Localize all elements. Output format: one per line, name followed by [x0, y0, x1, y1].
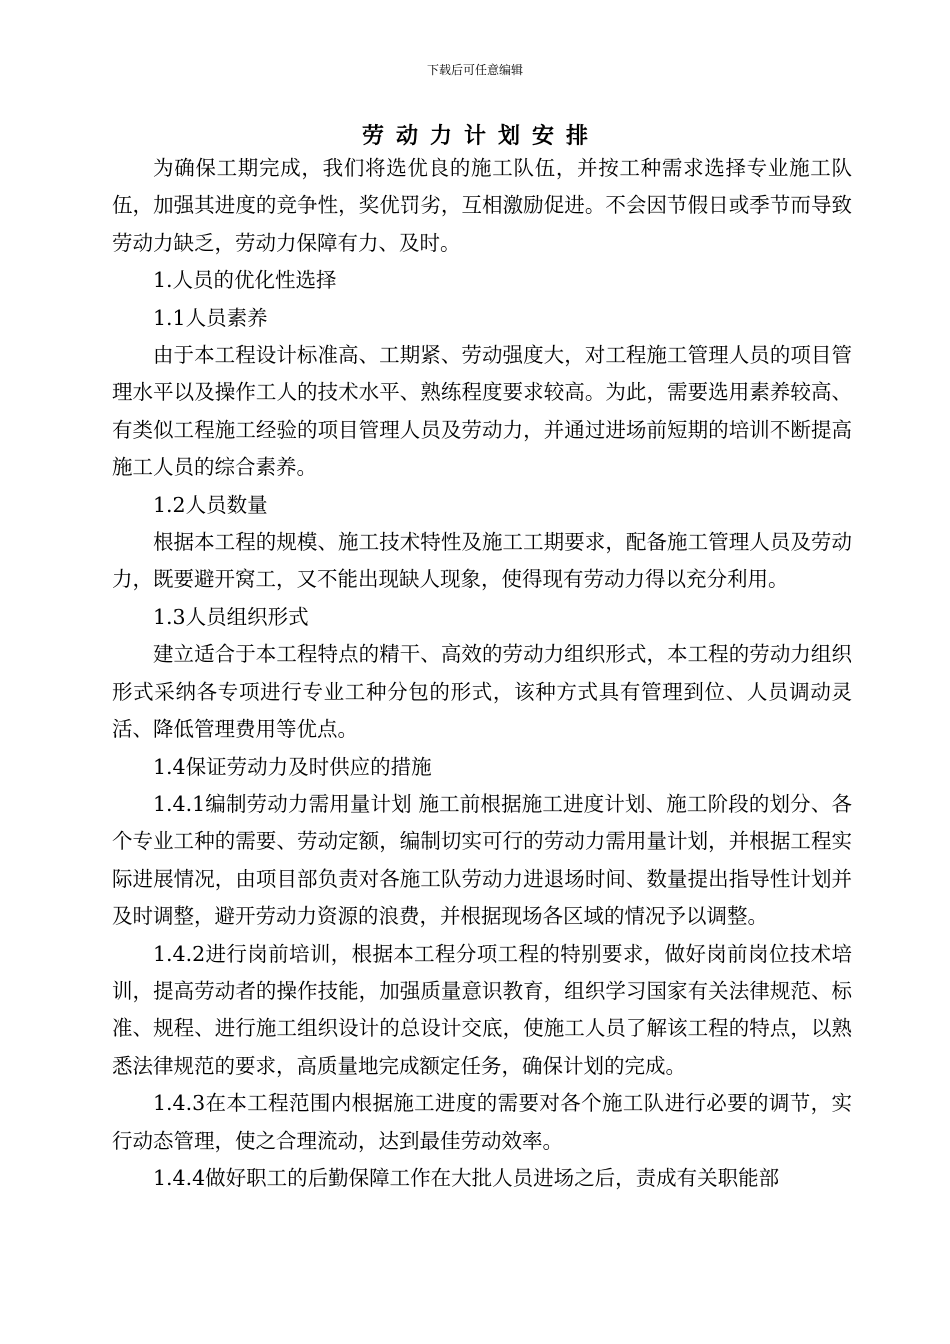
intro-paragraph: 为确保工期完成，我们将选优良的施工队伍，并按工种需求选择专业施工队伍，加强其进度的竞争性，奖优罚劣，互相激励促进。不会因节假日或季节而导致劳动力缺乏，劳动力保障有力、及时。: [112, 156, 852, 255]
section-heading-1: 1.人员的优化性选择: [153, 268, 337, 293]
page-header-note: 下载后可任意编辑: [426, 63, 523, 77]
section-heading-1-1: 1.1人员素养: [153, 305, 268, 330]
paragraph-1-2: 根据本工程的规模、施工技术特性及施工工期要求，配备施工管理人员及劳动力，既要避开窝工，又不能出现缺人现象，使得现有劳动力得以充分利用。: [112, 530, 852, 592]
paragraph-1-4-2: 1.4.2进行岗前培训，根据本工程分项工程的特别要求，做好岗前岗位技术培训，提高劳动者的操作技能，加强质量意识教育，组织学习国家有关法律规范、标准、规程、进行施工组织设计的总设计交底，使施工人员了解该工程的特点，以熟悉法律规范的要求，高质量地完成额定任务，确保计划的完成。: [112, 941, 852, 1078]
document-title: 劳动力计划安排: [361, 123, 600, 149]
section-heading-1-2: 1.2人员数量: [153, 492, 268, 517]
section-heading-1-3: 1.3人员组织形式: [153, 604, 309, 629]
paragraph-1-4-4: 1.4.4做好职工的后勤保障工作在大批人员进场之后，责成有关职能部: [153, 1165, 780, 1190]
paragraph-1-4-3: 1.4.3在本工程范围内根据施工进度的需要对各个施工队进行必要的调节，实行动态管理，使之合理流动，达到最佳劳动效率。: [112, 1091, 852, 1153]
paragraph-1-4-1: 1.4.1编制劳动力需用量计划 施工前根据施工进度计划、施工阶段的划分、各个专业工种的需要、劳动定额，编制切实可行的劳动力需用量计划，并根据工程实际进展情况，由项目部负责对各施工队劳动力进退场时间、数量提出指导性计划并及时调整，避开劳动力资源的浪费，并根据现场各区域的情况予以调整。: [112, 791, 852, 929]
document-body: [112, 150, 852, 1197]
section-heading-1-4: 1.4保证劳动力及时供应的措施: [153, 754, 432, 779]
paragraph-1-3: 建立适合于本工程特点的精干、高效的劳动力组织形式，本工程的劳动力组织形式采纳各专项进行专业工种分包的形式，该种方式具有管理到位、人员调动灵活、降低管理费用等优点。: [112, 642, 852, 742]
paragraph-1-1: 由于本工程设计标准高、工期紧、劳动强度大，对工程施工管理人员的项目管理水平以及操作工人的技术水平、熟练程度要求较高。为此，需要选用素养较高、有类似工程施工经验的项目管理人员及劳动力，并通过进场前短期的培训不断提高施工人员的综合素养。: [112, 343, 852, 480]
